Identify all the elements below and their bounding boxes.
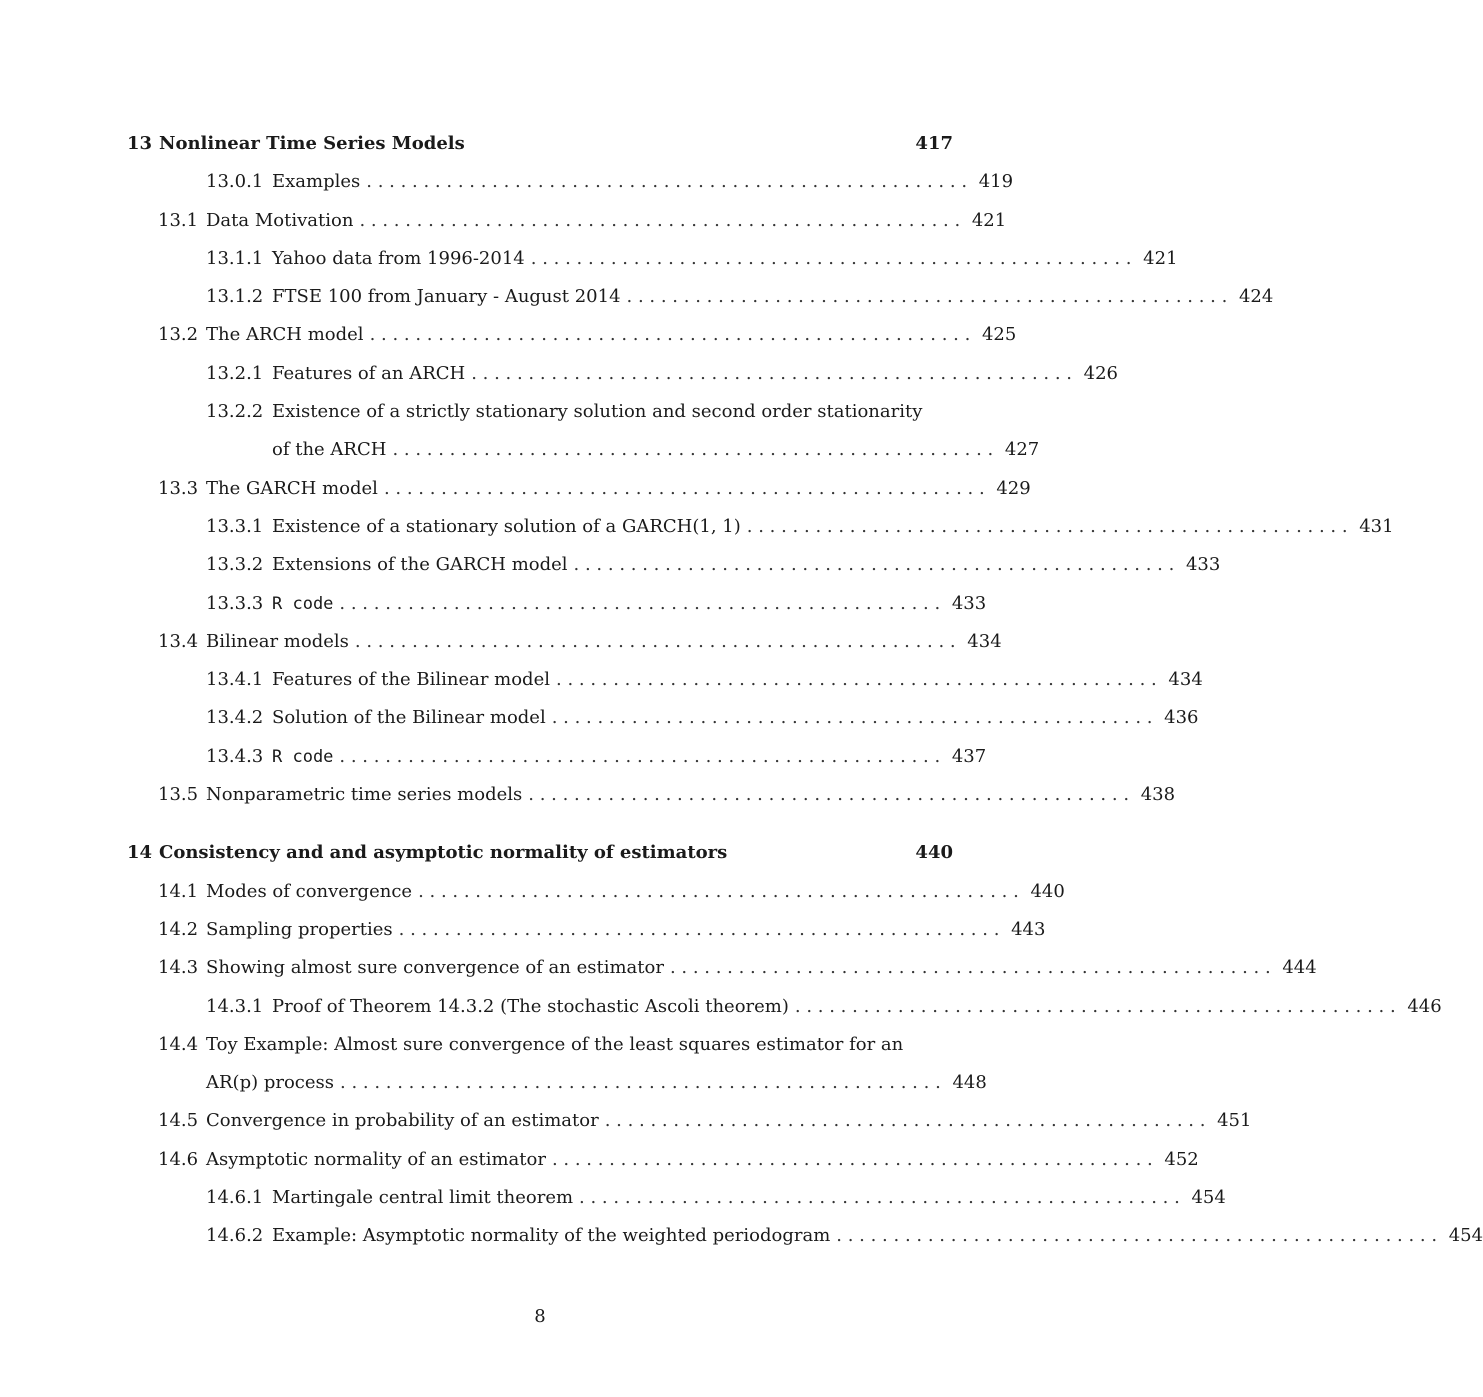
entry-title: Yahoo data from 1996-2014 bbox=[272, 247, 525, 269]
entry-title: Extensions of the GARCH model bbox=[272, 554, 568, 576]
entry-number: 13.1.1 bbox=[206, 247, 264, 269]
toc-entry-13-2[interactable]: 13.2 The ARCH model . . . . . . . . . . . . . . . . . . . . . . . . . . . . . . . . . . . . . . . . . . . . . . . . . . . . . 425 bbox=[127, 316, 953, 354]
chapter-number: 13 bbox=[127, 133, 153, 154]
entry-page: 444 bbox=[1282, 957, 1317, 979]
entry-title: Features of the Bilinear model bbox=[272, 669, 550, 691]
toc-entry-13-3-2[interactable]: 13.3.2 Extensions of the GARCH model . . . . . . . . . . . . . . . . . . . . . . . . . . . . . . . . . . . . . . . . . . . . . . . . . . . . . 433 bbox=[127, 546, 953, 584]
toc-entry-13-4-1[interactable]: 13.4.1 Features of the Bilinear model . . . . . . . . . . . . . . . . . . . . . . . . . . . . . . . . . . . . . . . . . . . . . . . . . . . . . 434 bbox=[127, 661, 953, 699]
toc-entry-14-5[interactable]: 14.5 Convergence in probability of an estimator . . . . . . . . . . . . . . . . . . . . . . . . . . . . . . . . . . . . . . . . . . . . . . . . . . . . . 451 bbox=[127, 1102, 953, 1140]
toc-entry-14-6[interactable]: 14.6 Asymptotic normality of an estimator . . . . . . . . . . . . . . . . . . . . . . . . . . . . . . . . . . . . . . . . . . . . . . . . . . . . . 452 bbox=[127, 1141, 953, 1179]
toc-entry-13-3-1[interactable]: 13.3.1 Existence of a stationary solution of a GARCH(1, 1) . . . . . . . . . . . . . . . . . . . . . . . . . . . . . . . . . . . . . . . . . . . . . . . . . . . . . 431 bbox=[127, 508, 953, 546]
entry-page: 421 bbox=[1143, 247, 1178, 269]
entry-title: R code bbox=[272, 593, 334, 614]
entry-title: Toy Example: Almost sure convergence of the least squares estimator for an bbox=[206, 1033, 904, 1055]
toc-entry-13-2-2-cont[interactable]: of the ARCH . . . . . . . . . . . . . . . . . . . . . . . . . . . . . . . . . . . . . . . . . . . . . . . . . . . . . 427 bbox=[127, 431, 953, 469]
entry-page: 451 bbox=[1217, 1110, 1252, 1132]
entry-title: Existence of a stationary solution of a GARCH(1, 1) bbox=[272, 515, 741, 537]
entry-page: 446 bbox=[1407, 995, 1442, 1017]
entry-title-continued: of the ARCH bbox=[272, 439, 387, 461]
entry-title: Asymptotic normality of an estimator bbox=[206, 1148, 546, 1170]
entry-number: 13.2.2 bbox=[206, 401, 264, 423]
entry-title: Data Motivation bbox=[206, 209, 354, 231]
entry-number: 13.4.1 bbox=[206, 669, 264, 691]
toc-chapter-14[interactable] bbox=[127, 834, 953, 872]
toc-entry-13-3-3[interactable]: 13.3.3 R code . . . . . . . . . . . . . . . . . . . . . . . . . . . . . . . . . . . . . . . . . . . . . . . . . . . . . 433 bbox=[127, 585, 953, 623]
entry-page: 427 bbox=[1004, 439, 1040, 461]
entry-title: Example: Asymptotic normality of the weighted periodogram bbox=[272, 1225, 831, 1247]
entry-number: 14.6 bbox=[158, 1148, 199, 1170]
entry-title: Examples bbox=[272, 171, 361, 193]
entry-number: 13.1 bbox=[158, 209, 199, 231]
entry-number: 13.0.1 bbox=[206, 171, 264, 193]
chapter-number: 14 bbox=[127, 842, 153, 864]
entry-title: Sampling properties bbox=[206, 918, 393, 940]
toc-entry-13-1-1[interactable]: 13.1.1 Yahoo data from 1996-2014 . . . . . . . . . . . . . . . . . . . . . . . . . . . . . . . . . . . . . . . . . . . . . . . . . . . . . 421 bbox=[127, 240, 953, 278]
entry-title: Bilinear models bbox=[206, 630, 349, 652]
entry-title: Martingale central limit theorem bbox=[272, 1187, 574, 1209]
entry-title: The GARCH model bbox=[206, 477, 378, 499]
toc-entry-13-5[interactable]: 13.5 Nonparametric time series models . . . . . . . . . . . . . . . . . . . . . . . . . . . . . . . . . . . . . . . . . . . . . . . . . . . . . 438 bbox=[127, 776, 953, 814]
toc-entry-14-6-1[interactable]: 14.6.1 Martingale central limit theorem . . . . . . . . . . . . . . . . . . . . . . . . . . . . . . . . . . . . . . . . . . . . . . . . . . . . . 454 bbox=[127, 1179, 953, 1217]
entry-page: 454 bbox=[1448, 1225, 1483, 1247]
entry-number: 13.2 bbox=[158, 324, 199, 346]
entry-number: 14.6.1 bbox=[206, 1187, 264, 1209]
entry-page: 437 bbox=[951, 745, 987, 767]
entry-number: 13.4.3 bbox=[206, 745, 264, 767]
entry-number: 13.4.2 bbox=[206, 707, 264, 729]
toc-entry-14-1[interactable]: 14.1 Modes of convergence . . . . . . . . . . . . . . . . . . . . . . . . . . . . . . . . . . . . . . . . . . . . . . . . . . . . . 440 bbox=[127, 873, 953, 911]
entry-title: Existence of a strictly stationary solution and second order stationarity bbox=[272, 401, 923, 423]
entry-title: Modes of convergence bbox=[206, 880, 413, 902]
entry-page: 429 bbox=[996, 477, 1031, 499]
entry-number: 13.5 bbox=[158, 784, 199, 806]
entry-number: 13.3.1 bbox=[206, 515, 264, 537]
page-number: 8 bbox=[534, 1306, 546, 1327]
entry-page: 426 bbox=[1083, 362, 1118, 384]
toc-entry-13-3[interactable]: 13.3 The GARCH model . . . . . . . . . . . . . . . . . . . . . . . . . . . . . . . . . . . . . . . . . . . . . . . . . . . . . 429 bbox=[127, 470, 953, 508]
toc-entry-13-4[interactable]: 13.4 Bilinear models . . . . . . . . . . . . . . . . . . . . . . . . . . . . . . . . . . . . . . . . . . . . . . . . . . . . . 434 bbox=[127, 623, 953, 661]
entry-page: 434 bbox=[967, 630, 1002, 652]
toc-entry-14-4-cont[interactable]: AR(p) process . . . . . . . . . . . . . . . . . . . . . . . . . . . . . . . . . . . . . . . . . . . . . . . . . . . . . 448 bbox=[127, 1064, 953, 1102]
entry-number: 14.1 bbox=[158, 880, 199, 902]
table-of-contents bbox=[127, 125, 1483, 1256]
entry-number: 13.2.1 bbox=[206, 362, 264, 384]
entry-number: 14.4 bbox=[158, 1033, 199, 1055]
entry-number: 13.3.2 bbox=[206, 554, 264, 576]
toc-chapter-13[interactable] bbox=[127, 125, 953, 163]
chapter-page: 417 bbox=[915, 133, 953, 154]
toc-entry-13-4-2[interactable]: 13.4.2 Solution of the Bilinear model . . . . . . . . . . . . . . . . . . . . . . . . . . . . . . . . . . . . . . . . . . . . . . . . . . . . . 436 bbox=[127, 699, 953, 737]
entry-page: 452 bbox=[1164, 1148, 1199, 1170]
entry-page: 434 bbox=[1168, 669, 1203, 691]
toc-entry-13-0-1[interactable]: 13.0.1 Examples . . . . . . . . . . . . . . . . . . . . . . . . . . . . . . . . . . . . . . . . . . . . . . . . . . . . . 419 bbox=[127, 163, 953, 201]
entry-title: Proof of Theorem 14.3.2 (The stochastic Ascoli theorem) bbox=[272, 995, 789, 1017]
toc-entry-13-1-2[interactable]: 13.1.2 FTSE 100 from January - August 2014 . . . . . . . . . . . . . . . . . . . . . . . . . . . . . . . . . . . . . . . . . . . . . . . . . . . . . 424 bbox=[127, 278, 953, 316]
entry-title: Showing almost sure convergence of an estimator bbox=[206, 957, 664, 979]
entry-page: 443 bbox=[1011, 918, 1046, 940]
entry-title: R code bbox=[272, 746, 334, 767]
entry-title: Convergence in probability of an estimator bbox=[206, 1110, 599, 1132]
entry-number: 13.3 bbox=[158, 477, 199, 499]
entry-page: 424 bbox=[1238, 286, 1274, 308]
chapter-page: 440 bbox=[915, 842, 953, 864]
entry-number: 13.1.2 bbox=[206, 286, 264, 308]
entry-number: 14.6.2 bbox=[206, 1225, 264, 1247]
entry-page: 431 bbox=[1359, 515, 1394, 537]
chapter-title: Consistency and and asymptotic normality of estimators bbox=[159, 842, 728, 864]
toc-entry-13-2-2[interactable] bbox=[127, 393, 953, 431]
entry-page: 433 bbox=[951, 592, 987, 614]
entry-page: 419 bbox=[978, 171, 1014, 193]
chapter-title: Nonlinear Time Series Models bbox=[159, 133, 465, 154]
entry-number: 14.2 bbox=[158, 918, 199, 940]
toc-entry-13-2-1[interactable]: 13.2.1 Features of an ARCH . . . . . . . . . . . . . . . . . . . . . . . . . . . . . . . . . . . . . . . . . . . . . . . . . . . . . 426 bbox=[127, 355, 953, 393]
entry-number: 13.3.3 bbox=[206, 592, 264, 614]
entry-title: Nonparametric time series models bbox=[206, 784, 523, 806]
entry-title: The ARCH model bbox=[206, 324, 364, 346]
toc-entry-14-2[interactable]: 14.2 Sampling properties . . . . . . . . . . . . . . . . . . . . . . . . . . . . . . . . . . . . . . . . . . . . . . . . . . . . . 443 bbox=[127, 911, 953, 949]
entry-title: FTSE 100 from January - August 2014 bbox=[272, 286, 621, 308]
entry-number: 13.4 bbox=[158, 630, 199, 652]
entry-page: 436 bbox=[1164, 707, 1199, 729]
entry-page: 454 bbox=[1191, 1187, 1226, 1209]
toc-entry-14-6-2[interactable]: 14.6.2 Example: Asymptotic normality of the weighted periodogram . . . . . . . . . . . . . . . . . . . . . . . . . . . . . . . . . . . . . . . . . . . . . . . . . . . . . 454 bbox=[127, 1217, 953, 1255]
entry-title: Solution of the Bilinear model bbox=[272, 707, 546, 729]
toc-entry-14-3-1[interactable]: 14.3.1 Proof of Theorem 14.3.2 (The stochastic Ascoli theorem) . . . . . . . . . . . . . . . . . . . . . . . . . . . . . . . . . . . . . . . . . . . . . . . . . . . . . 446 bbox=[127, 988, 953, 1026]
entry-number: 14.3.1 bbox=[206, 995, 264, 1017]
toc-entry-14-4[interactable] bbox=[127, 1026, 953, 1064]
entry-page: 433 bbox=[1185, 554, 1221, 576]
entry-page: 438 bbox=[1140, 784, 1176, 806]
toc-entry-14-3[interactable]: 14.3 Showing almost sure convergence of an estimator . . . . . . . . . . . . . . . . . . . . . . . . . . . . . . . . . . . . . . . . . . . . . . . . . . . . . 444 bbox=[127, 949, 953, 987]
entry-number: 14.3 bbox=[158, 957, 199, 979]
entry-number: 14.5 bbox=[158, 1110, 199, 1132]
entry-page: 421 bbox=[971, 209, 1007, 231]
toc-entry-13-1[interactable]: 13.1 Data Motivation . . . . . . . . . . . . . . . . . . . . . . . . . . . . . . . . . . . . . . . . . . . . . . . . . . . . . 421 bbox=[127, 202, 953, 240]
entry-title: Features of an ARCH bbox=[272, 362, 466, 384]
entry-page: 425 bbox=[981, 324, 1017, 346]
entry-page: 448 bbox=[952, 1072, 987, 1094]
entry-title-continued: AR(p) process bbox=[206, 1072, 335, 1094]
toc-entry-13-4-3[interactable]: 13.4.3 R code . . . . . . . . . . . . . . . . . . . . . . . . . . . . . . . . . . . . . . . . . . . . . . . . . . . . . 437 bbox=[127, 738, 953, 776]
entry-page: 440 bbox=[1030, 880, 1065, 902]
